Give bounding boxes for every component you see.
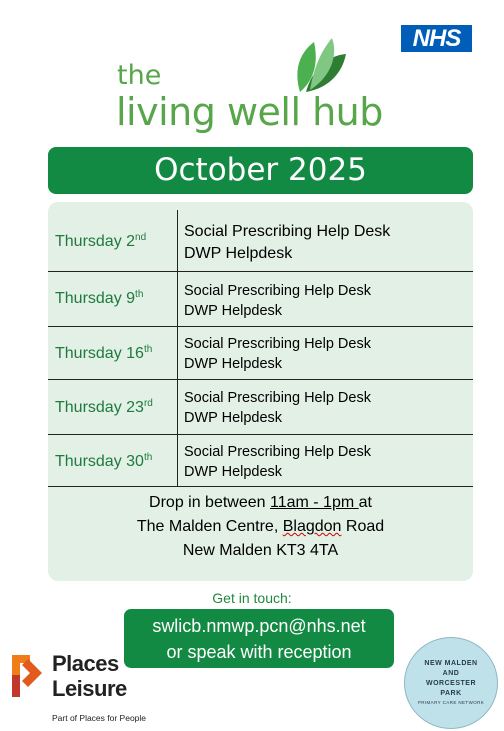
- places-logo-icon: [8, 653, 48, 699]
- event-item: Social Prescribing Help Desk: [184, 390, 371, 406]
- drop-in-town: New Malden KT3 4TA: [182, 542, 339, 559]
- month-banner: October 2025: [48, 147, 473, 194]
- event-item: Social Prescribing Help Desk: [184, 336, 371, 352]
- row-divider: [48, 326, 473, 327]
- event-list: [184, 281, 371, 321]
- brand-the: the: [117, 60, 162, 91]
- event-item: DWP Helpdesk: [184, 410, 283, 426]
- drop-in-venue: The Malden Centre, Blagdon Road: [136, 518, 385, 535]
- day-label: Thursday 23rd: [55, 398, 153, 416]
- pcn-line: PARK: [440, 690, 462, 697]
- places-tagline: Part of Places for People: [52, 713, 147, 723]
- contact-alt: or speak with reception: [166, 642, 352, 662]
- brand-title: living well hub: [116, 90, 383, 134]
- event-item: Social Prescribing Help Desk: [184, 223, 391, 240]
- event-list: [184, 442, 371, 482]
- row-divider: [48, 486, 473, 487]
- places-leisure-logo: [8, 651, 168, 726]
- drop-in-times: Drop in between 11am - 1pm at: [149, 494, 372, 511]
- event-item: DWP Helpdesk: [184, 303, 283, 319]
- pcn-line: WORCESTER: [426, 680, 476, 687]
- event-list: [184, 388, 371, 428]
- places-word: Places: [52, 651, 119, 676]
- event-item: DWP Helpdesk: [184, 356, 283, 372]
- day-label: Thursday 9th: [55, 289, 144, 307]
- day-label: Thursday 16th: [55, 344, 153, 362]
- event-item: DWP Helpdesk: [184, 245, 293, 262]
- leaf-icon: [292, 36, 348, 94]
- day-label: Thursday 30th: [55, 452, 153, 470]
- event-item: Social Prescribing Help Desk: [184, 444, 371, 460]
- pcn-line: NEW MALDEN: [424, 660, 478, 667]
- pcn-badge: [404, 637, 498, 729]
- drop-in-info: [48, 491, 473, 563]
- column-divider: [177, 210, 178, 486]
- nhs-logo: NHS: [401, 25, 472, 52]
- event-item: Social Prescribing Help Desk: [184, 283, 371, 299]
- leisure-word: Leisure: [52, 676, 127, 701]
- row-divider: [48, 271, 473, 272]
- event-item: DWP Helpdesk: [184, 464, 283, 480]
- row-divider: [48, 379, 473, 380]
- pcn-subtitle: PRIMARY CARE NETWORK: [417, 700, 485, 705]
- schedule-card: [48, 202, 473, 581]
- event-list: [184, 221, 390, 265]
- pcn-line: AND: [442, 670, 460, 677]
- contact-email[interactable]: swlicb.nmwp.pcn@nhs.net: [152, 616, 366, 636]
- row-divider: [48, 434, 473, 435]
- day-label: Thursday 2nd: [55, 232, 147, 250]
- get-in-touch-heading: Get in touch:: [212, 590, 292, 606]
- event-list: [184, 334, 371, 374]
